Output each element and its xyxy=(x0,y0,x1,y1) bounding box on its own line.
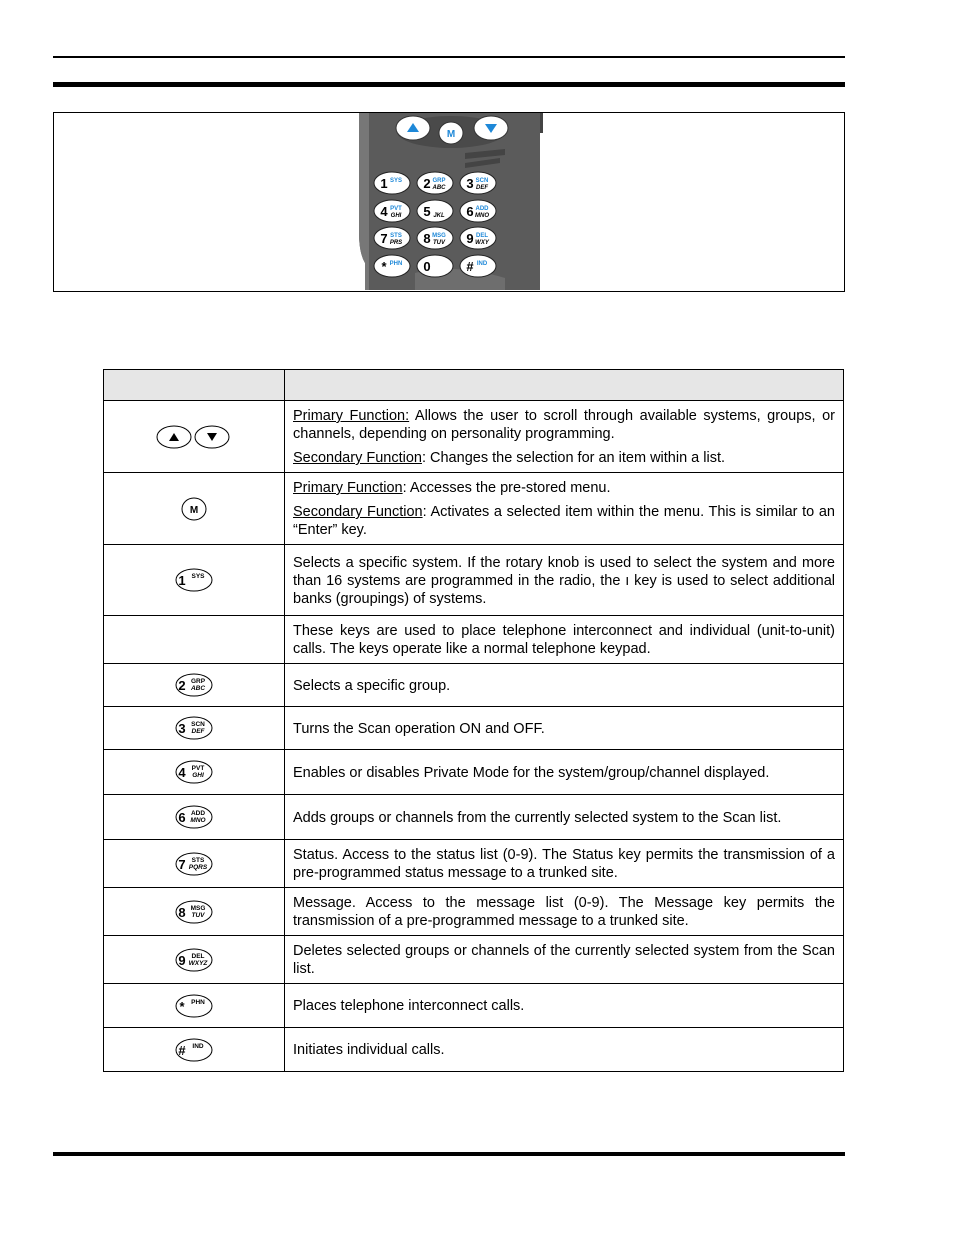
key-top-label: STS xyxy=(191,856,205,864)
figure-key-digit: 4 xyxy=(380,204,388,219)
figure-key-top-label: SCN xyxy=(475,178,489,184)
key-top-label: ADD xyxy=(190,810,206,817)
key-top-label: GRP xyxy=(190,678,206,685)
key-digit: 9 xyxy=(178,952,186,968)
desc-cell: These keys are used to place telephone interconnect and individual (unit-to-unit) calls. The keys operate like a normal telephone keypad. xyxy=(285,616,844,664)
figure-key-top-label: GRP xyxy=(432,178,446,184)
table-row xyxy=(104,936,844,984)
key-bottom-label: PQRS xyxy=(188,863,208,871)
secondary-function-label: Secondary Function xyxy=(293,504,423,520)
table-header-key xyxy=(104,370,285,401)
key-top-label: PVT xyxy=(191,765,205,772)
key-digit: 4 xyxy=(178,765,186,780)
key-top-label: SCN xyxy=(191,721,205,728)
key-function-table xyxy=(103,369,844,1072)
secondary-function-text: : Changes the selection for an item within a list. xyxy=(421,450,726,466)
desc-cell: Selects a specific system. If the rotary knob is used to select the system and more than 16 systems are programmed in the radio, the ı key is used to select additional banks (groupings) of systems. xyxy=(285,545,844,616)
figure-key-bottom-label: GHI xyxy=(390,213,402,219)
table-header-row xyxy=(104,370,844,401)
key-digit: * xyxy=(179,998,185,1014)
figure-key-bottom-label: ABC xyxy=(432,185,446,191)
table-row xyxy=(104,707,844,750)
figure-key xyxy=(460,200,496,222)
key-bottom-label: DEF xyxy=(191,728,205,735)
table-row xyxy=(104,545,844,616)
figure-key xyxy=(374,200,410,222)
key-cell-menu xyxy=(104,473,285,545)
table-row xyxy=(104,473,844,545)
secondary-function-label: Secondary Function xyxy=(293,450,422,466)
desc-cell: Message. Access to the message list (0-9). The Message key permits the transmission of a pre-programmed message to a trunked site. xyxy=(285,888,844,936)
figure-key-bottom-label: DEF xyxy=(476,185,488,191)
key-4-icon xyxy=(174,759,214,785)
figure-key-top-label: IND xyxy=(476,261,488,267)
key-cell xyxy=(104,750,285,795)
key-cell xyxy=(104,795,285,840)
key-cell xyxy=(104,936,285,984)
key-bottom-label: ABC xyxy=(190,685,206,692)
menu-key-icon xyxy=(176,495,212,523)
key-digit: # xyxy=(178,1042,186,1058)
secondary-function-text: : Activates a selected item within the menu. This is similar to an “Enter” key. xyxy=(293,504,835,538)
key-1-icon xyxy=(174,567,214,593)
key-top-label: SYS xyxy=(191,573,205,580)
key-top-label: PHN xyxy=(191,998,205,1006)
desc-cell: Status. Access to the status list (0-9). The Status key permits the transmission of a pre-programmed status message to a trunked site. xyxy=(285,840,844,888)
desc-cell: Turns the Scan operation ON and OFF. xyxy=(285,707,844,750)
table-row xyxy=(104,840,844,888)
figure-key xyxy=(460,255,496,277)
desc-cell: Deletes selected groups or channels of the currently selected system from the Scan list. xyxy=(285,936,844,984)
figure-key xyxy=(417,227,453,249)
desc-cell xyxy=(285,401,844,473)
figure-key xyxy=(417,255,453,277)
desc-cell: Enables or disables Private Mode for the system/group/channel displayed. xyxy=(285,750,844,795)
figure-key-digit: 2 xyxy=(423,176,431,191)
figure-key xyxy=(374,172,410,194)
top-rule-thick xyxy=(53,82,845,87)
top-rule-thin xyxy=(53,56,845,58)
figure-key-digit: 7 xyxy=(380,231,388,246)
key-cell xyxy=(104,545,285,616)
table-row xyxy=(104,401,844,473)
key-8-icon xyxy=(174,899,214,925)
table-row xyxy=(104,888,844,936)
figure-key xyxy=(417,200,453,222)
key-cell-arrows xyxy=(104,401,285,473)
figure-key-bottom-label: MNO xyxy=(475,213,489,219)
figure-key-top-label: MSG xyxy=(432,233,446,239)
key-cell xyxy=(104,888,285,936)
figure-key-digit: 6 xyxy=(466,204,474,219)
figure-key-digit: 0 xyxy=(423,259,431,274)
arrow-keys-icon xyxy=(154,424,234,450)
bottom-rule xyxy=(53,1152,845,1156)
figure-key xyxy=(374,255,410,277)
figure-key-top-label: PVT xyxy=(390,206,402,212)
key-cell xyxy=(104,840,285,888)
figure-key-top-label: SYS xyxy=(389,178,403,184)
key-bottom-label: GHI xyxy=(192,772,204,779)
key-top-label: DEL xyxy=(191,952,205,960)
figure-key-digit: 8 xyxy=(423,231,431,246)
figure-key-digit: 3 xyxy=(466,176,474,191)
key-digit: 8 xyxy=(178,904,186,920)
figure-key-bottom-label: TUV xyxy=(433,240,445,246)
table-row xyxy=(104,795,844,840)
key-cell xyxy=(104,1028,285,1072)
figure-key-digit: 9 xyxy=(466,231,474,246)
key-6-icon xyxy=(174,804,214,830)
figure-key-bottom-label: JKL xyxy=(433,213,445,219)
primary-function-text: : Accesses the pre-stored menu. xyxy=(402,480,611,496)
table-row xyxy=(104,750,844,795)
key-digit: 1 xyxy=(178,573,186,588)
key-cell xyxy=(104,984,285,1028)
key-3-icon xyxy=(174,715,214,741)
figure-key-digit: 1 xyxy=(380,176,388,191)
desc-cell: Initiates individual calls. xyxy=(285,1028,844,1072)
figure-key-bottom-label: PRS xyxy=(389,240,403,246)
key-9-icon xyxy=(174,947,214,973)
primary-function-label: Primary Function: xyxy=(293,408,410,424)
desc-cell: Places telephone interconnect calls. xyxy=(285,984,844,1028)
key-digit: 2 xyxy=(178,678,186,693)
figure-key-top-label: ADD xyxy=(475,206,489,212)
figure-menu-key-label: M xyxy=(446,129,456,140)
key-bottom-label: WXYZ xyxy=(188,959,208,967)
primary-function-label: Primary Function xyxy=(293,480,403,496)
figure-key-top-label: STS xyxy=(390,233,402,239)
figure-key-bottom-label: WXY xyxy=(475,240,489,246)
key-top-label: MSG xyxy=(190,904,206,912)
key-digit: 7 xyxy=(178,856,186,872)
key-7-icon xyxy=(174,851,214,877)
table-outer-edge xyxy=(843,369,844,1055)
menu-key-label: M xyxy=(189,504,199,516)
figure-key xyxy=(460,172,496,194)
key-star-icon xyxy=(174,993,214,1019)
key-cell-empty xyxy=(104,616,285,664)
key-digit: 3 xyxy=(178,721,186,736)
key-2-icon xyxy=(174,672,214,698)
table-header-function xyxy=(285,370,844,401)
table-row xyxy=(104,616,844,664)
key-bottom-label: TUV xyxy=(191,911,205,919)
figure-key-digit: 5 xyxy=(423,204,431,219)
key-top-label: IND xyxy=(192,1042,204,1050)
table-row xyxy=(104,664,844,707)
figure-key-top-label: DEL xyxy=(476,233,488,239)
key-cell xyxy=(104,707,285,750)
table-row xyxy=(104,1028,844,1072)
figure-key xyxy=(374,227,410,249)
keypad-figure xyxy=(53,112,845,292)
key-bottom-label: MNO xyxy=(190,817,206,824)
key-cell xyxy=(104,664,285,707)
figure-key-digit: # xyxy=(466,259,474,274)
key-pound-icon xyxy=(174,1037,214,1063)
desc-cell: Selects a specific group. xyxy=(285,664,844,707)
key-digit: 6 xyxy=(178,810,186,825)
figure-key-digit: * xyxy=(381,259,387,274)
desc-cell: Adds groups or channels from the currently selected system to the Scan list. xyxy=(285,795,844,840)
table-row xyxy=(104,984,844,1028)
figure-key-top-label: PHN xyxy=(389,261,403,267)
desc-cell xyxy=(285,473,844,545)
figure-key xyxy=(417,172,453,194)
primary-function-text: Allows the user to scroll through available systems, groups, or channels, depending on personality programming. xyxy=(293,408,835,442)
figure-key xyxy=(460,227,496,249)
radio-keypad-illustration xyxy=(355,113,596,290)
